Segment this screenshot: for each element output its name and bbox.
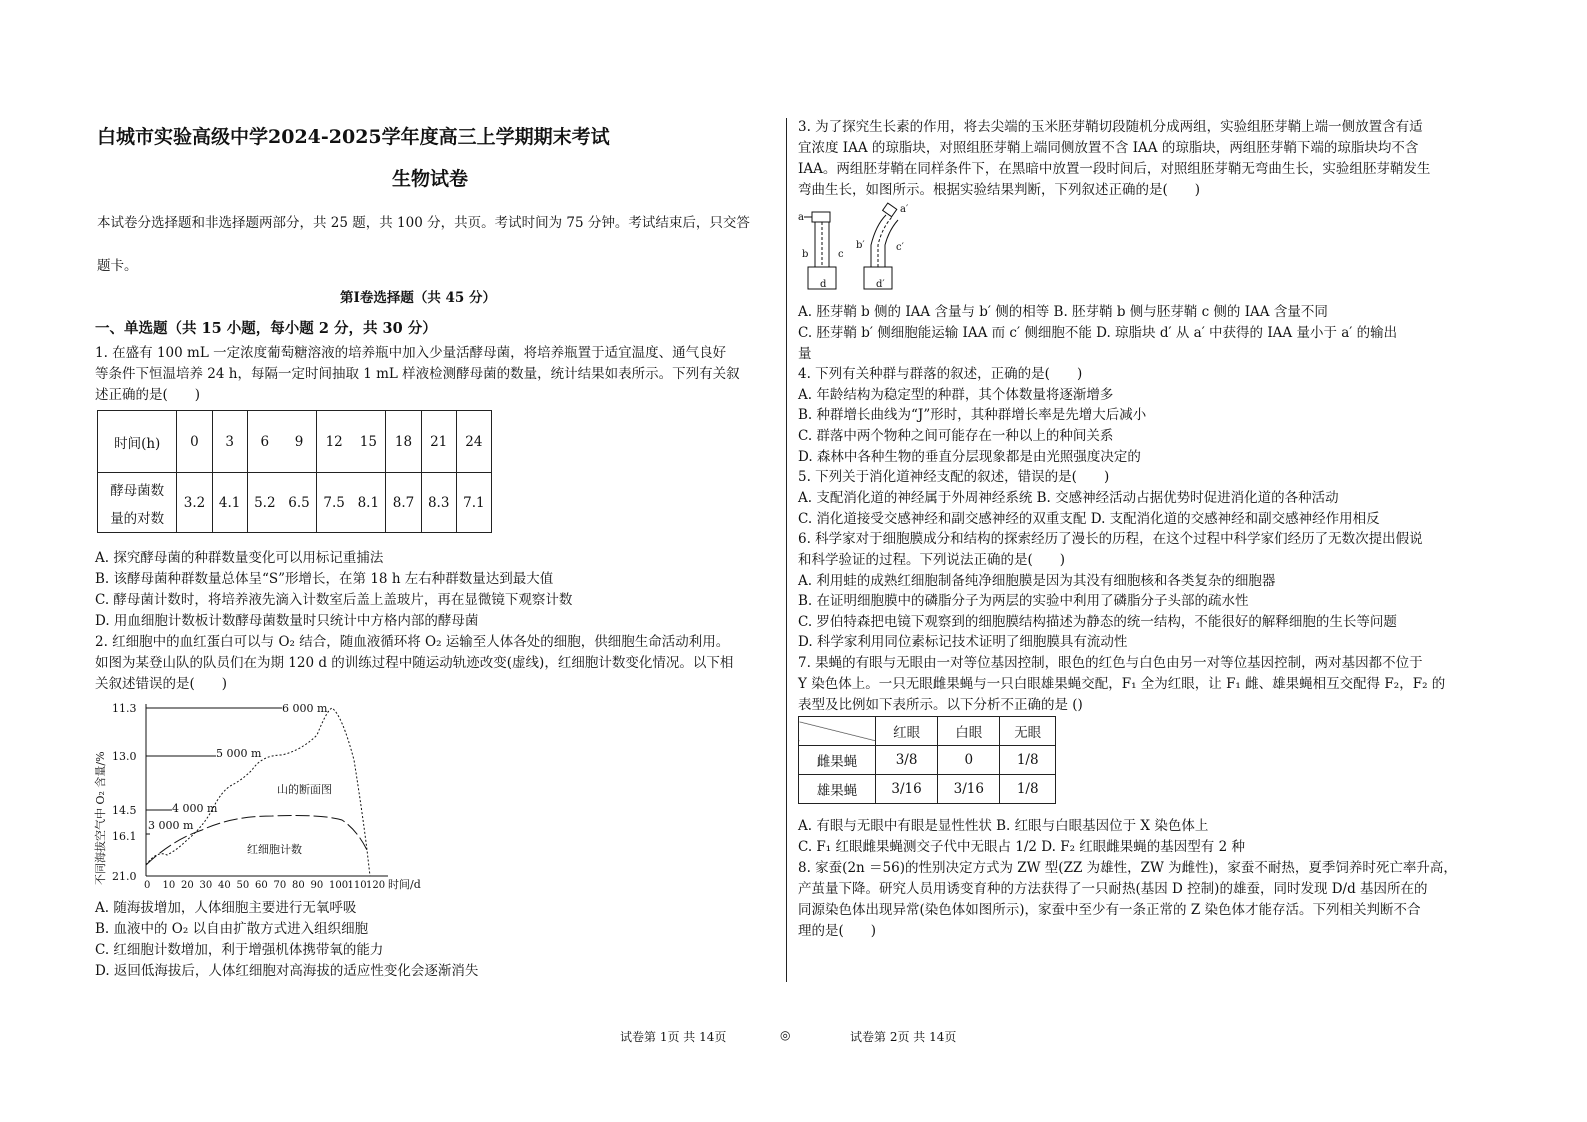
- table-header: [98, 473, 177, 533]
- x-tick: 120: [366, 880, 386, 891]
- answer-option: A. 随海拔增加，人体细胞主要进行无氧呼吸: [95, 900, 357, 916]
- answer-option: C. 红细胞计数增加，利于增强机体携带氧的能力: [95, 942, 384, 958]
- row-label: 雌果蝇: [799, 746, 876, 775]
- question-stem: 产茧量下降。研究人员用诱变育种的方法获得了一只耐热(基因 D 控制)的雄蚕，同时发现 D/d 基因所在的: [798, 881, 1428, 897]
- table-cell: 8.3: [421, 473, 456, 533]
- question-stem: 关叙述错误的是( ): [95, 676, 228, 692]
- answer-option: C. 酵母菌计数时，将培养液先滴入计数室后盖上盖玻片，再在显微镜下观察计数: [95, 592, 573, 608]
- svg-text:a′: a′: [900, 204, 909, 215]
- answer-option: A. 胚芽鞘 b 侧的 IAA 含量与 b′ 侧的相等 B. 胚芽鞘 b 侧与胚芽鞘 c 侧的 IAA 含量不同: [798, 304, 1328, 320]
- answer-option: A. 利用蛙的成熟红细胞制备纯净细胞膜是因为其没有细胞核和各类复杂的细胞器: [798, 573, 1276, 589]
- page-subtitle: 生物试卷: [392, 168, 469, 190]
- table-cell: 3/16: [938, 775, 1000, 804]
- svg-text:a: a: [798, 212, 804, 223]
- table-cell: 0: [177, 411, 212, 473]
- rbc-label: 红细胞计数: [247, 843, 302, 856]
- svg-text:b: b: [802, 249, 809, 260]
- table-header: 白眼: [938, 717, 1000, 746]
- table-cell: 1/8: [1000, 775, 1056, 804]
- x-tick: 10: [162, 880, 176, 891]
- altitude-label: 4 000 m: [172, 802, 218, 815]
- svg-text:c: c: [838, 249, 844, 260]
- altitude-label: 5 000 m: [216, 747, 262, 760]
- table-cell: 18: [386, 411, 421, 473]
- svg-text:b′: b′: [856, 240, 865, 251]
- answer-option: D. 返回低海拔后，人体红细胞对高海拔的适应性变化会逐渐消失: [95, 963, 479, 979]
- answer-option: C. 胚芽鞘 b′ 侧细胞能运输 IAA 而 c′ 侧细胞不能 D. 琼脂块 d′ 从 a′ 中获得的 IAA 量小于 a′ 的输出: [798, 325, 1398, 341]
- x-tick: 110: [347, 880, 367, 891]
- y-axis-label: 不同海拔空气中 O₂ 含量/%: [94, 751, 107, 885]
- x-tick: 70: [273, 880, 287, 891]
- x-tick: 60: [255, 880, 268, 891]
- answer-option: B. 在证明细胞膜中的磷脂分子为两层的实验中利用了磷脂分子头部的疏水性: [798, 593, 1249, 609]
- intro-text: 题卡。: [97, 258, 138, 274]
- q3-coleoptile-figure: [796, 200, 936, 295]
- question-stem: IAA。两组胚芽鞘在同样条件下，在黑暗中放置一段时间后，对照组胚芽鞘无弯曲生长，实验组胚芽鞘发生: [798, 161, 1431, 177]
- svg-text:d: d: [820, 279, 827, 290]
- svg-text:d′: d′: [876, 279, 885, 290]
- table-cell: 7.5: [317, 473, 352, 533]
- answer-option: A. 有眼与无眼中有眼是显性性状 B. 红眼与白眼基因位于 X 染色体上: [798, 818, 1209, 834]
- x-tick: 20: [181, 880, 194, 891]
- question-stem: 如图为某登山队的队员们在为期 120 d 的训练过程中随运动轨迹改变(虚线)，红细胞计数变化情况。以下相: [95, 655, 734, 671]
- question-stem: 8. 家蚕(2n ＝56)的性别决定方式为 ZW 型(ZZ 为雄性，ZW 为雌性)，家蚕不耐热，夏季饲养时死亡率升高，: [798, 860, 1457, 876]
- y-tick: 13.0: [112, 750, 137, 763]
- page-number-right: 试卷第 2页 共 14页: [850, 1030, 957, 1044]
- answer-option: A. 支配消化道的神经属于外周神经系统 B. 交感神经活动占据优势时促进消化道的各种活动: [798, 490, 1339, 506]
- answer-option: B. 该酵母菌种群数量总体呈“S”形增长，在第 18 h 左右种群数量达到最大值: [95, 571, 554, 587]
- question-stem: 述正确的是( ): [95, 387, 201, 403]
- row-label: 酵母菌数: [110, 482, 165, 499]
- answer-option: C. 群落中两个物种之间可能存在一种以上的种间关系: [798, 428, 1114, 444]
- y-tick: 11.3: [112, 702, 137, 715]
- table-cell: 0: [938, 746, 1000, 775]
- answer-option: D. 用血细胞计数板计数酵母菌数量时只统计中方格内部的酵母菌: [95, 613, 479, 629]
- intro-text: 本试卷分选择题和非选择题两部分，共 25 题，共 100 分，共页。考试时间为 75 分钟。考试结束后，只交答: [97, 215, 750, 231]
- answer-option: B. 血液中的 O₂ 以自由扩散方式进入组织细胞: [95, 921, 369, 937]
- table-cell: 8.7: [386, 473, 421, 533]
- fruitfly-phenotype-table: [798, 716, 1056, 804]
- x-tick: 50: [236, 880, 250, 891]
- question-stem: 4. 下列有关种群与群落的叙述，正确的是( ): [798, 366, 1083, 382]
- table-cell: 24: [456, 411, 491, 473]
- row-label: 量的对数: [110, 510, 165, 527]
- question-stem: 表型及比例如下表所示。以下分析不正确的是 (): [798, 697, 1083, 713]
- table-cell: 8.1: [351, 473, 386, 533]
- table-header: 时间(h): [98, 411, 177, 473]
- answer-option: C. 罗伯特森把电镜下观察到的细胞膜结构描述为静态的统一结构，不能很好的解释细胞的生长等问题: [798, 614, 1397, 630]
- x-tick: 80: [292, 880, 305, 891]
- x-tick: 30: [199, 880, 213, 891]
- x-tick: 100: [329, 880, 349, 891]
- answer-option: C. 消化道接受交感神经和副交感神经的双重支配 D. 支配消化道的交感神经和副交感神经作用相反: [798, 511, 1380, 527]
- table-cell: 9: [282, 411, 317, 473]
- row-label: 雄果蝇: [799, 775, 876, 804]
- y-tick: 14.5: [112, 804, 137, 817]
- question-stem: 7. 果蝇的有眼与无眼由一对等位基因控制，眼色的红色与白色由另一对等位基因控制，两对基因都不位于: [798, 655, 1423, 671]
- table-corner: [799, 717, 876, 746]
- x-tick: 40: [218, 880, 231, 891]
- altitude-label: 3 000 m: [148, 819, 194, 832]
- y-tick: 16.1: [112, 830, 137, 843]
- x-tick: 0: [144, 880, 151, 891]
- table-cell: 7.1: [456, 473, 491, 533]
- page-number-left: 试卷第 1页 共 14页: [620, 1030, 727, 1044]
- question-stem: 2. 红细胞中的血红蛋白可以与 O₂ 结合，随血液循环将 O₂ 运输至人体各处的细胞，供细胞生命活动利用。: [95, 634, 730, 650]
- page-title: 白城市实验高级中学2024-2025学年度高三上学期期末考试: [97, 126, 610, 148]
- x-axis-label: 时间/d: [388, 878, 421, 891]
- x-tick: 90: [310, 880, 324, 891]
- svg-text:c′: c′: [896, 242, 904, 253]
- table-cell: 6: [247, 411, 282, 473]
- yeast-data-table: [97, 410, 492, 533]
- question-stem: Y 染色体上。一只无眼雌果蝇与一只白眼雄果蝇交配，F₁ 全为红眼，让 F₁ 雌、雄果蝇相互交配得 F₂，F₂ 的: [798, 676, 1446, 692]
- altitude-label: 6 000 m: [282, 702, 328, 715]
- table-cell: 12: [317, 411, 352, 473]
- question-stem: 6. 科学家对于细胞膜成分和结构的探索经历了漫长的历程，在这个过程中科学家们经历了无数次提出假说: [798, 531, 1423, 547]
- table-cell: 21: [421, 411, 456, 473]
- question-stem: 1. 在盛有 100 mL 一定浓度葡萄糖溶液的培养瓶中加入少量活酵母菌，将培养瓶置于适宜温度、通气良好: [95, 345, 727, 361]
- answer-option: C. F₁ 红眼雌果蝇测交子代中无眼占 1/2 D. F₂ 红眼雌果蝇的基因型有 2 种: [798, 839, 1245, 855]
- table-cell: 3.2: [177, 473, 212, 533]
- answer-option: 量: [798, 346, 812, 362]
- table-cell: 3: [212, 411, 247, 473]
- answer-option: D. 科学家利用同位素标记技术证明了细胞膜具有流动性: [798, 634, 1128, 650]
- column-divider: [786, 118, 787, 982]
- question-stem: 理的是( ): [798, 923, 877, 939]
- table-cell: 1/8: [1000, 746, 1056, 775]
- question-stem: 5. 下列关于消化道神经支配的叙述，错误的是( ): [798, 469, 1110, 485]
- answer-option: A. 探究酵母菌的种群数量变化可以用标记重捕法: [95, 550, 384, 566]
- page-separator: ◎: [780, 1028, 791, 1042]
- mountain-label: 山的断面图: [277, 783, 332, 796]
- question-stem: 3. 为了探究生长素的作用，将去尖端的玉米胚芽鞘切段随机分成两组，实验组胚芽鞘上端一侧放置含有适: [798, 119, 1423, 135]
- table-cell: 3/8: [876, 746, 938, 775]
- table-cell: 4.1: [212, 473, 247, 533]
- question-stem: 宜浓度 IAA 的琼脂块，对照组胚芽鞘上端同侧放置不含 IAA 的琼脂块，两组胚芽鞘下端的琼脂块均不含: [798, 140, 1419, 156]
- answer-option: A. 年龄结构为稳定型的种群，其个体数量将逐渐增多: [798, 387, 1114, 403]
- table-header: 无眼: [1000, 717, 1056, 746]
- section-heading: 第Ⅰ卷选择题（共 45 分）: [340, 290, 497, 306]
- answer-option: D. 森林中各种生物的垂直分层现象都是由光照强度决定的: [798, 449, 1141, 465]
- part-heading: 一、单选题（共 15 小题，每小题 2 分，共 30 分）: [95, 320, 437, 337]
- table-cell: 6.5: [282, 473, 317, 533]
- table-cell: 3/16: [876, 775, 938, 804]
- question-stem: 同源染色体出现异常(染色体如图所示)，家蚕中至少有一条正常的 Z 染色体才能存活。下列相关判断不合: [798, 902, 1421, 918]
- question-stem: 和科学验证的过程。下列说法正确的是( ): [798, 552, 1066, 568]
- table-cell: 5.2: [247, 473, 282, 533]
- question-stem: 弯曲生长，如图所示。根据实验结果判断，下列叙述正确的是( ): [798, 182, 1201, 198]
- q2-altitude-chart: [92, 700, 432, 895]
- table-header: 红眼: [876, 717, 938, 746]
- question-stem: 等条件下恒温培养 24 h，每隔一定时间抽取 1 mL 样液检测酵母菌的数量，统计结果如表所示。下列有关叙: [95, 366, 740, 382]
- answer-option: B. 种群增长曲线为“J”形时，其种群增长率是先增大后减小: [798, 407, 1147, 423]
- y-tick: 21.0: [112, 870, 137, 883]
- table-cell: 15: [351, 411, 386, 473]
